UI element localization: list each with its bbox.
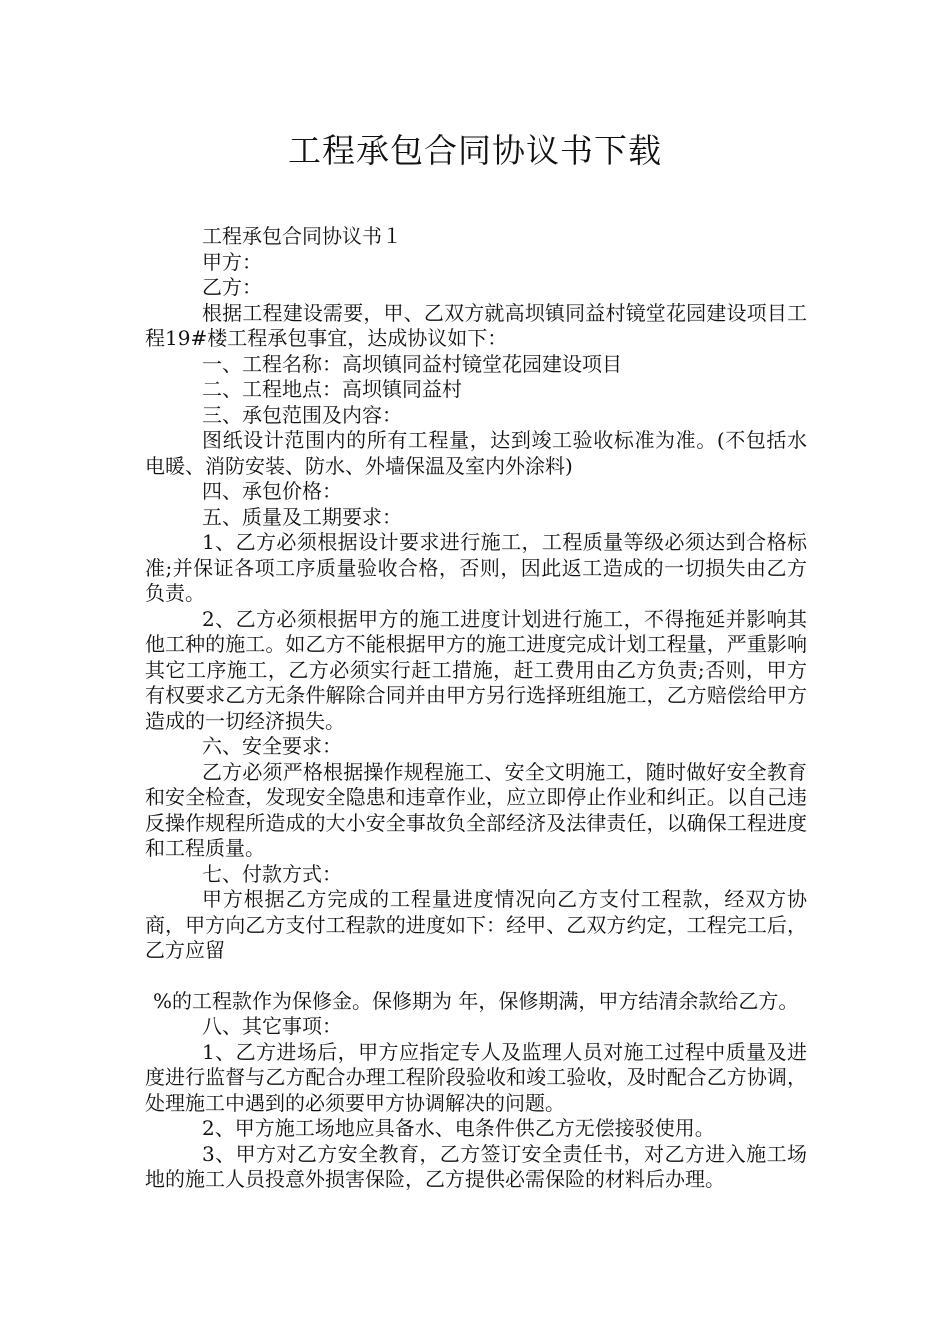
document-body [145, 224, 807, 1193]
safety-heading: 六、安全要求： [202, 734, 342, 758]
quality-item-1: 1、乙方必须根据设计要求进行施工，工程质量等级必须达到合格标准;并保证各项工序质量验收合格，否则，因此返工造成的一切损失由乙方负责。 [145, 530, 807, 605]
project-name-line: 一、工程名称：高坝镇同益村镜堂花园建设项目 [202, 351, 622, 376]
party-b-line: 乙方： [202, 275, 262, 299]
other-item-1: 1、乙方进场后，甲方应指定专人及监理人员对施工过程中质量及进度进行监督与乙方配合办理工程阶段验收和竣工验收，及时配合乙方协调，处理施工中遇到的必须要甲方协调解决的问题。 [145, 1039, 807, 1115]
other-item-3: 3、甲方对乙方安全教育，乙方签订安全责任书，对乙方进入施工场地的施工人员投意外损害保险，乙方提供必需保险的材料后办理。 [145, 1141, 807, 1191]
price-heading: 四、承包价格： [202, 479, 342, 503]
other-matters-heading: 八、其它事项： [202, 1014, 342, 1038]
party-a-line: 甲方： [202, 249, 262, 274]
payment-paragraph: 甲方根据乙方完成的工程量进度情况向乙方支付工程款，经双方协商，甲方向乙方支付工程款的进度如下：经甲、乙双方约定，工程完工后，乙方应留 [145, 887, 807, 962]
quality-heading: 五、质量及工期要求： [202, 504, 402, 529]
preamble-paragraph: 根据工程建设需要，甲、乙双方就高坝镇同益村镜堂花园建设项目工程19#楼工程承包事宜，达成协议如下： [145, 300, 807, 350]
contract-heading: 工程承包合同协议书１ [202, 224, 402, 248]
project-location-line: 二、工程地点：高坝镇同益村 [202, 377, 462, 401]
safety-paragraph: 乙方必须严格根据操作规程施工、安全文明施工，随时做好安全教育和安全检查，发现安全隐患和违章作业，应立即停止作业和纠正。以自己违反操作规程所造成的大小安全事故负全部经济及法律责任，以确保工程进度和工程质量。 [145, 759, 807, 860]
scope-heading: 三、承包范围及内容： [202, 402, 402, 427]
quality-item-2: 2、乙方必须根据甲方的施工进度计划进行施工，不得拖延并影响其他工种的施工。如乙方不能根据甲方的施工进度完成计划工程量，严重影响其它工序施工，乙方必须实行赶工措施，赶工费用由乙方负责;否则，甲方有权要求乙方无条件解除合同并由甲方另行选择班组施工，乙方赔偿给甲方造成的一切经济损失。 [145, 606, 807, 733]
payment-heading: 七、付款方式： [202, 861, 342, 886]
other-item-2: 2、甲方施工场地应具备水、电条件供乙方无偿接驳使用。 [202, 1116, 715, 1140]
warranty-paragraph: %的工程款作为保修金。保修期为 年，保修期满，甲方结清余款给乙方。 [153, 988, 799, 1013]
document-title: 工程承包合同协议书下载 [288, 131, 662, 170]
scope-paragraph: 图纸设计范围内的所有工程量，达到竣工验收标准为准。(不包括水电暖、消防安装、防水、外墙保温及室内外涂料) [145, 428, 807, 478]
